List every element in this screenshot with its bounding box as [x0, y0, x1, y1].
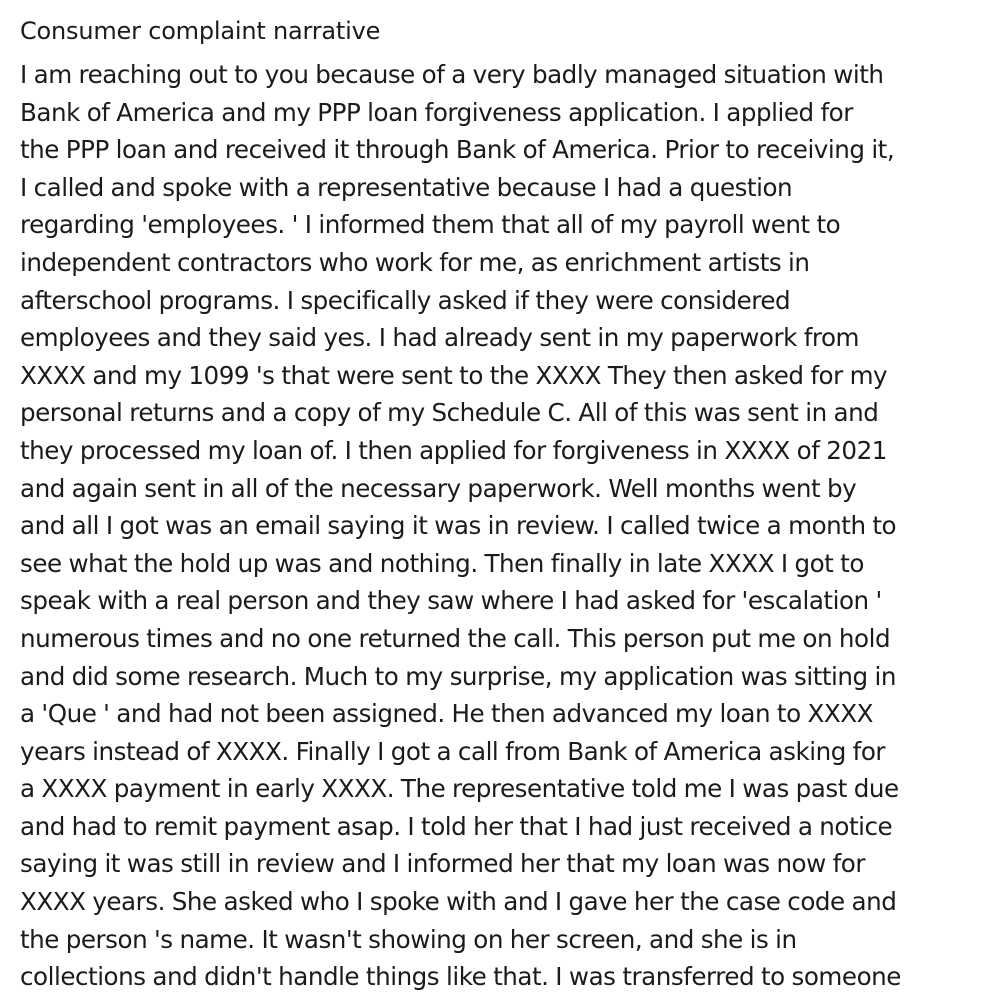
- narrative-line: and had to remit payment asap. I told her that I had just received a notice: [20, 811, 893, 841]
- narrative-line: and again sent in all of the necessary paperwork. Well months went by: [20, 473, 857, 503]
- narrative-line: XXXX years. She asked who I spoke with and I gave her the case code and: [20, 887, 897, 917]
- narrative-line: I called and spoke with a representative because I had a question: [20, 172, 793, 202]
- narrative-line: independent contractors who work for me, as enrichment artists in: [20, 247, 810, 277]
- narrative-line: collections and didn't handle things like that. I was transferred to someone: [20, 962, 901, 992]
- narrative-line: and did some research. Much to my surprise, my application was sitting in: [20, 661, 896, 691]
- narrative-line: XXXX and my 1099 's that were sent to the XXXX They then asked for my: [20, 360, 888, 390]
- narrative-line: saying it was still in review and I informed her that my loan was now for: [20, 849, 865, 879]
- narrative-line: I am reaching out to you because of a very badly managed situation with: [20, 60, 884, 89]
- narrative-line: and all I got was an email saying it was in review. I called twice a month to: [20, 511, 897, 541]
- narrative-line: speak with a real person and they saw where I had asked for 'escalation ': [20, 586, 882, 616]
- narrative-line: see what the hold up was and nothing. Then finally in late XXXX I got to: [20, 548, 864, 578]
- narrative-line: numerous times and no one returned the call. This person put me on hold: [20, 623, 891, 653]
- narrative-line: years instead of XXXX. Finally I got a call from Bank of America asking for: [20, 736, 886, 766]
- narrative-line: Bank of America and my PPP loan forgiveness application. I applied for: [20, 97, 853, 127]
- complaint-narrative: [20, 56, 980, 996]
- narrative-line: the PPP loan and received it through Bank of America. Prior to receiving it,: [20, 135, 895, 165]
- section-heading: Consumer complaint narrative: [20, 17, 381, 45]
- narrative-line: regarding 'employees. ' I informed them that all of my payroll went to: [20, 210, 841, 240]
- narrative-line: they processed my loan of. I then applied for forgiveness in XXXX of 2021: [20, 435, 887, 465]
- complaint-document: [20, 0, 980, 1000]
- narrative-line: employees and they said yes. I had already sent in my paperwork from: [20, 323, 860, 353]
- narrative-line: personal returns and a copy of my Schedule C. All of this was sent in and: [20, 398, 879, 428]
- narrative-line: a 'Que ' and had not been assigned. He then advanced my loan to XXXX: [20, 699, 873, 729]
- narrative-line: the person 's name. It wasn't showing on her screen, and she is in: [20, 924, 797, 954]
- narrative-line: afterschool programs. I specifically asked if they were considered: [20, 285, 791, 315]
- narrative-line: a XXXX payment in early XXXX. The representative told me I was past due: [20, 774, 899, 804]
